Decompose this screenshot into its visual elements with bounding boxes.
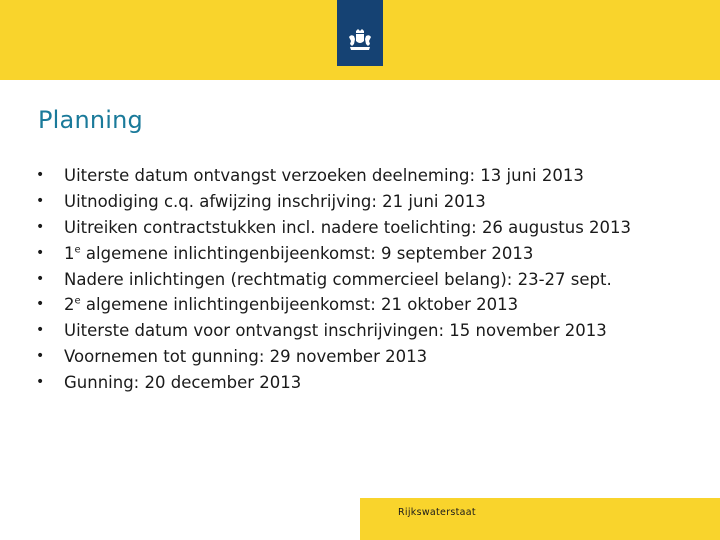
list-item-text-start: Uitnodiging c.q. afwijzing inschrijving: 21 juni 2013 [64,191,486,211]
list-item-text [64,318,607,344]
bullet-marker: • [36,322,45,339]
bullet-marker: • [36,244,45,261]
bullet-marker: • [36,192,45,209]
list-item [36,241,706,267]
bullet-list [36,163,706,396]
list-item-text [64,370,301,396]
list-item-text-start: Voornemen tot gunning: 29 november 2013 [64,347,428,367]
list-item-text-start: Uitreiken contractstukken incl. nadere toelichting: 26 augustus 2013 [64,217,632,237]
bullet-marker: • [36,270,45,287]
list-item-text [64,215,631,241]
ordinal-suffix: e [74,244,81,256]
list-item-text-end: algemene inlichtingenbijeenkomst: 9 september 2013 [80,243,534,263]
list-item [36,318,706,344]
list-item-text-start: Nadere inlichtingen (rechtmatig commercieel belang): 23-27 sept. [64,269,612,289]
list-item-text-start: 1 [64,243,75,263]
list-item [36,292,706,318]
slide-title: Planning [38,106,143,134]
list-item [36,267,706,293]
list-item [36,344,706,370]
list-item [36,189,706,215]
list-item [36,163,706,189]
list-item-text [64,163,584,189]
ordinal-suffix: e [74,295,81,307]
footer-band [360,498,720,540]
bullet-marker: • [36,218,45,235]
list-item-text [64,267,612,293]
list-item-text [64,344,427,370]
list-item-text [64,241,533,267]
bullet-marker: • [36,374,45,391]
footer-organization: Rijkswaterstaat [398,507,476,518]
list-item-text [64,189,486,215]
list-item [36,370,706,396]
list-item-text-start: Uiterste datum ontvangst verzoeken deelneming: 13 juni 2013 [64,166,584,185]
header-band [0,0,720,80]
list-item-text-start: Uiterste datum voor ontvangst inschrijvingen: 15 november 2013 [64,321,607,341]
coat-of-arms-icon [346,28,374,52]
emblem-block [337,0,383,66]
list-item-text-start: 2 [64,295,75,315]
bullet-marker: • [36,167,45,183]
list-item-text [64,292,518,318]
bullet-marker: • [36,296,45,313]
bullet-marker: • [36,348,45,365]
list-item-text-end: algemene inlichtingenbijeenkomst: 21 oktober 2013 [80,295,519,315]
list-item [36,215,706,241]
list-item-text-start: Gunning: 20 december 2013 [64,373,302,393]
